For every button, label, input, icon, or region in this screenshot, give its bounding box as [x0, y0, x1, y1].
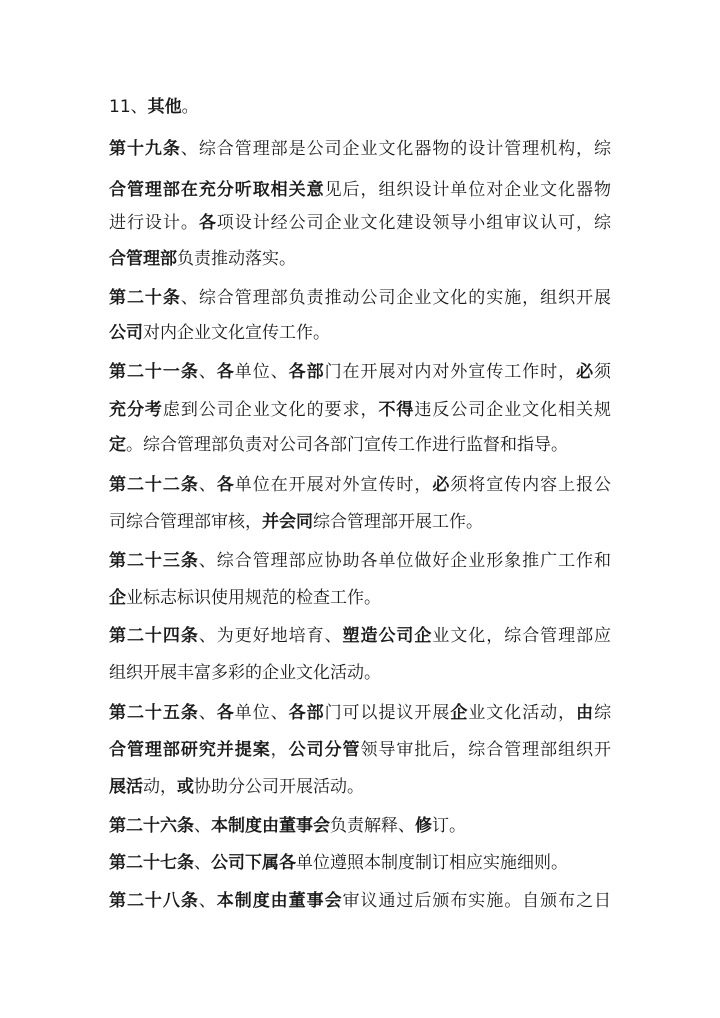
text-seg: 进行设计。 — [109, 213, 199, 233]
text-seg: 见后，组织设计单位对企业文化器物 — [324, 180, 612, 200]
text-seg: 负责解释、 — [330, 816, 415, 836]
article-19-line-3 — [109, 212, 611, 234]
text-seg: 必 — [576, 362, 595, 382]
text-seg: 11、 — [109, 97, 148, 117]
article-19-line-1 — [109, 138, 611, 160]
text-seg: 。综合管理部负责对公司各部门宣传工作进行监督和指导。 — [126, 435, 568, 455]
text-seg: 本制度由董事会 — [216, 891, 343, 911]
text-seg: 公司下属各 — [211, 853, 296, 873]
article-number: 第二十一条 — [109, 362, 199, 382]
text-seg: 、 — [198, 703, 217, 723]
article-number: 第二十六条 — [109, 816, 194, 836]
text-seg: 组织开展丰富多彩的企业文化活动。 — [109, 663, 381, 683]
article-21-line-3 — [109, 434, 568, 456]
text-seg: 、 — [198, 475, 217, 495]
article-19-line-4 — [109, 248, 296, 270]
text-seg: 、 — [194, 816, 211, 836]
text-seg: 门在开展对内对外宣传工作时， — [324, 362, 577, 382]
text-seg: 、 — [198, 362, 217, 382]
text-seg: 公司 — [109, 323, 143, 343]
article-27-line-1 — [109, 852, 568, 874]
text-seg: 各 — [198, 213, 217, 233]
text-seg: ， — [270, 740, 289, 760]
article-22-line-1 — [109, 474, 611, 496]
text-seg: 协助分公司开展活动。 — [194, 777, 364, 797]
text-seg: 综合管理部开展工作。 — [313, 512, 483, 532]
text-seg: 项设计经公司企业文化建设领导小组审议认可，综 — [216, 213, 612, 233]
article-19-line-2 — [109, 179, 611, 201]
text-seg: 单位、 — [234, 362, 289, 382]
article-24-line-1 — [109, 625, 611, 647]
text-seg: 必 — [432, 475, 451, 495]
text-seg: 合管理部研究并提案 — [109, 740, 271, 760]
section-heading — [109, 96, 199, 118]
text-seg: 司综合管理部审核， — [109, 512, 262, 532]
text-seg: 单位在开展对外宣传时， — [234, 475, 433, 495]
text-seg: 业文化活动， — [468, 703, 577, 723]
text-seg: 、综合管理部是公司企业文化器物的设计管理机构，综 — [180, 139, 612, 159]
text-seg: 企 — [450, 703, 469, 723]
article-24-line-2 — [109, 662, 381, 684]
text-seg: 定 — [109, 435, 126, 455]
text-seg: 对内企业文化宣传工作。 — [143, 323, 330, 343]
text-seg: 或 — [177, 777, 194, 797]
text-seg: 、为更好地培育、 — [198, 626, 343, 646]
text-seg: 展活 — [109, 777, 143, 797]
text-seg: 各 — [216, 475, 235, 495]
article-number: 第二十五条 — [109, 703, 199, 723]
text-seg: 审议通过后颁布实施。自颁布之日 — [342, 891, 612, 911]
article-20-line-2 — [109, 322, 330, 344]
article-28-line-1 — [109, 890, 611, 912]
text-seg: 各 — [216, 703, 235, 723]
text-seg: 、 — [198, 891, 217, 911]
article-25-line-3 — [109, 776, 364, 798]
article-21-line-1 — [109, 361, 611, 383]
text-seg: 违反公司企业文化相关规 — [414, 400, 612, 420]
article-25-line-2 — [109, 739, 611, 761]
text-seg: 由 — [576, 703, 595, 723]
text-seg: 其他 — [147, 97, 182, 117]
article-number: 第二十八条 — [109, 891, 199, 911]
text-seg: 业标志标识使用规范的检查工作。 — [126, 588, 381, 608]
article-25-line-1 — [109, 702, 611, 724]
article-21-line-2 — [109, 399, 611, 421]
text-seg: 各 — [216, 362, 235, 382]
text-seg: 。 — [181, 97, 199, 117]
text-seg: 各部 — [288, 703, 325, 723]
text-seg: 订。 — [432, 816, 466, 836]
text-seg: 合管理部在充分听取相关意 — [109, 180, 325, 200]
text-seg: 合管理部 — [109, 249, 177, 269]
text-seg: 本制度由董事会 — [211, 816, 330, 836]
text-seg: 修 — [415, 816, 432, 836]
article-23-line-1 — [109, 550, 611, 572]
article-20-line-1 — [109, 287, 611, 309]
text-seg: 、综合管理部应协助各单位做好企业形象推广工作和 — [198, 551, 612, 571]
text-seg: 塑造公司企 — [342, 626, 433, 646]
text-seg: 各部 — [288, 362, 325, 382]
text-seg: 并会同 — [262, 512, 313, 532]
text-seg: 、 — [194, 853, 211, 873]
text-seg: 门可以提议开展 — [324, 703, 451, 723]
text-seg: 充分考 — [109, 400, 163, 420]
article-23-line-2 — [109, 587, 381, 609]
text-seg: 、综合管理部负责推动公司企业文化的实施，组织开展 — [180, 288, 612, 308]
text-seg: 企 — [109, 588, 126, 608]
text-seg: 综 — [594, 703, 612, 723]
text-seg: 负责推动落实。 — [177, 249, 296, 269]
text-seg: 不得 — [378, 400, 415, 420]
text-seg: 须 — [594, 362, 612, 382]
article-number: 第二十三条 — [109, 551, 199, 571]
text-seg: 虑到公司企业文化的要求， — [162, 400, 379, 420]
text-seg: 业文化，综合管理部应 — [432, 626, 612, 646]
article-number: 第二十四条 — [109, 626, 199, 646]
text-seg: 动， — [143, 777, 177, 797]
text-seg: 单位、 — [234, 703, 289, 723]
article-number: 第二十条 — [109, 288, 181, 308]
text-seg: 领导审批后，综合管理部组织开 — [360, 740, 612, 760]
text-seg: 公司分管 — [288, 740, 361, 760]
text-seg: 须将宣传内容上报公 — [450, 475, 612, 495]
article-22-line-2 — [109, 511, 483, 533]
article-number: 第十九条 — [109, 139, 181, 159]
article-26-line-1 — [109, 815, 466, 837]
article-number: 第二十二条 — [109, 475, 199, 495]
article-number: 第二十七条 — [109, 853, 194, 873]
text-seg: 单位遵照本制度制订相应实施细则。 — [296, 853, 568, 873]
